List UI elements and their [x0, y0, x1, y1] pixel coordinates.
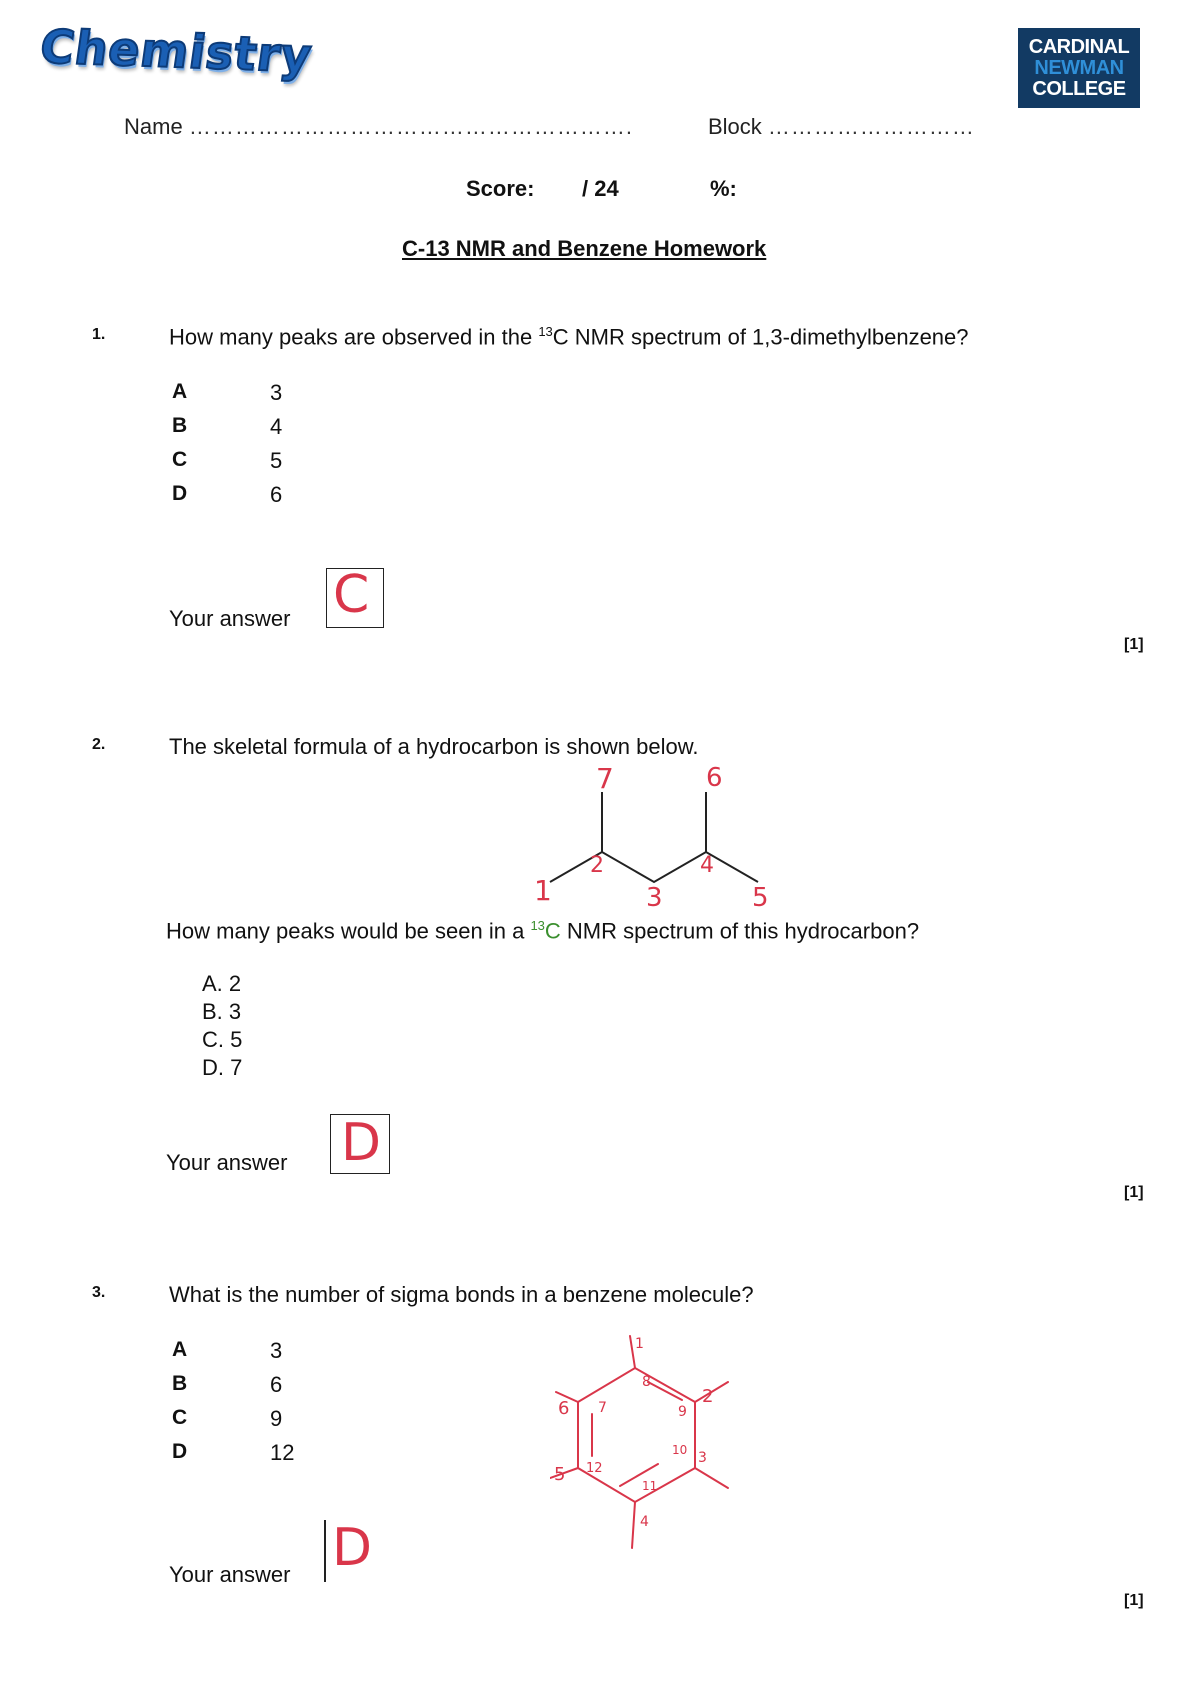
q1-option-d-value: 6: [270, 482, 283, 507]
q2-option-b: B. 3: [202, 999, 242, 1024]
benzene-label-11: 11: [642, 1479, 658, 1493]
q1-option-a-value: 3: [270, 380, 283, 405]
q1-option-b-value: 4: [270, 414, 283, 439]
carbon-label-4: 4: [700, 853, 714, 878]
q2-options: [202, 970, 242, 1082]
q2-option-a: A. 2: [202, 971, 242, 996]
q2-marks: [1]: [1124, 1184, 1144, 1201]
score-label: Score:: [466, 176, 535, 201]
q3-option-c-letter: C: [172, 1406, 188, 1429]
q1-number: 1.: [92, 326, 106, 343]
block-field[interactable]: [708, 114, 975, 140]
q1-option-a-letter: A: [172, 380, 188, 403]
q3-option-d-value: 12: [270, 1440, 295, 1465]
q2-answer-box[interactable]: [330, 1114, 390, 1174]
name-dots: ………………………………………………….: [188, 114, 633, 139]
q3-option-b-letter: B: [172, 1372, 188, 1395]
page-title: C-13 NMR and Benzene Homework: [402, 236, 767, 261]
q3-option-d-letter: D: [172, 1440, 188, 1463]
q2-handwritten-answer: D: [341, 1113, 382, 1173]
q2-number: 2.: [92, 736, 106, 753]
benzene-label-1: 1: [635, 1336, 644, 1352]
q3-answer-box[interactable]: [326, 1520, 382, 1582]
q3-option-a-letter: A: [172, 1338, 188, 1361]
benzene-label-10: 10: [672, 1443, 688, 1457]
carbon-label-5: 5: [752, 883, 769, 913]
q1-marks: [1]: [1124, 636, 1144, 653]
main-chain: [550, 852, 758, 882]
benzene-label-8: 8: [642, 1374, 651, 1390]
q3-answer-label: Your answer: [169, 1562, 291, 1587]
carbon-label-1: 1: [534, 874, 552, 907]
benzene-label-9: 9: [678, 1404, 687, 1420]
carbon-label-7: 7: [596, 762, 614, 795]
q1-option-c-letter: C: [172, 448, 188, 471]
score-total: / 24: [582, 176, 619, 201]
q2-text: The skeletal formula of a hydrocarbon is shown below.: [169, 734, 699, 759]
q2-answer-label: Your answer: [166, 1150, 288, 1175]
percent-label: %:: [710, 176, 737, 201]
q2-option-c: C. 5: [202, 1027, 243, 1052]
q3-option-b-value: 6: [270, 1372, 283, 1397]
benzene-label-12: 12: [586, 1461, 603, 1476]
college-logo: [1018, 28, 1140, 108]
college-logo-line2: NEWMAN: [1034, 56, 1124, 79]
benzene-label-5: 5: [554, 1464, 566, 1485]
skeletal-formula: [520, 760, 780, 920]
benzene-ring: [578, 1368, 695, 1502]
q3-option-c-value: 9: [270, 1406, 283, 1431]
college-logo-line1: CARDINAL: [1028, 35, 1130, 58]
carbon-label-2: 2: [590, 853, 604, 878]
q1-option-b-letter: B: [172, 414, 188, 437]
h-bond-4: [632, 1502, 635, 1548]
q1-option-d-letter: D: [172, 482, 188, 505]
benzene-sketch: [550, 1330, 750, 1560]
q3-marks: [1]: [1124, 1592, 1144, 1609]
q1-option-c-value: 5: [270, 448, 283, 473]
q3-option-a-value: 3: [270, 1338, 283, 1363]
q1-handwritten-answer: C: [333, 565, 370, 625]
q2-option-d: D. 7: [202, 1055, 243, 1080]
benzene-label-6: 6: [558, 1398, 570, 1419]
block-label: Block: [708, 114, 762, 139]
benzene-label-7: 7: [598, 1400, 607, 1416]
benzene-label-2: 2: [702, 1386, 714, 1407]
college-logo-line3: COLLEGE: [1032, 77, 1126, 100]
q1-answer-box[interactable]: [326, 565, 384, 628]
chemistry-logo: Chemistry: [36, 19, 316, 83]
q1-answer-label: Your answer: [169, 606, 291, 631]
benzene-label-3: 3: [698, 1450, 707, 1466]
q3-handwritten-answer: D: [332, 1518, 373, 1578]
q1-text: How many peaks are observed in the $^{13}$C NMR spectrum of 1,3-dimethylbenzene?: [169, 324, 969, 350]
block-dots: ………………………: [767, 114, 975, 139]
q2-question: How many peaks would be seen in a $^{13}$C NMR spectrum of this hydrocarbon?: [166, 918, 920, 944]
name-label: Name: [124, 114, 183, 139]
h-bond-3: [695, 1468, 728, 1488]
q3-text: What is the number of sigma bonds in a benzene molecule?: [169, 1282, 754, 1307]
carbon-label-3: 3: [646, 883, 663, 913]
benzene-label-4: 4: [640, 1514, 649, 1530]
carbon-label-6: 6: [706, 763, 723, 793]
name-field[interactable]: [124, 114, 633, 140]
q3-number: 3.: [92, 1284, 106, 1301]
